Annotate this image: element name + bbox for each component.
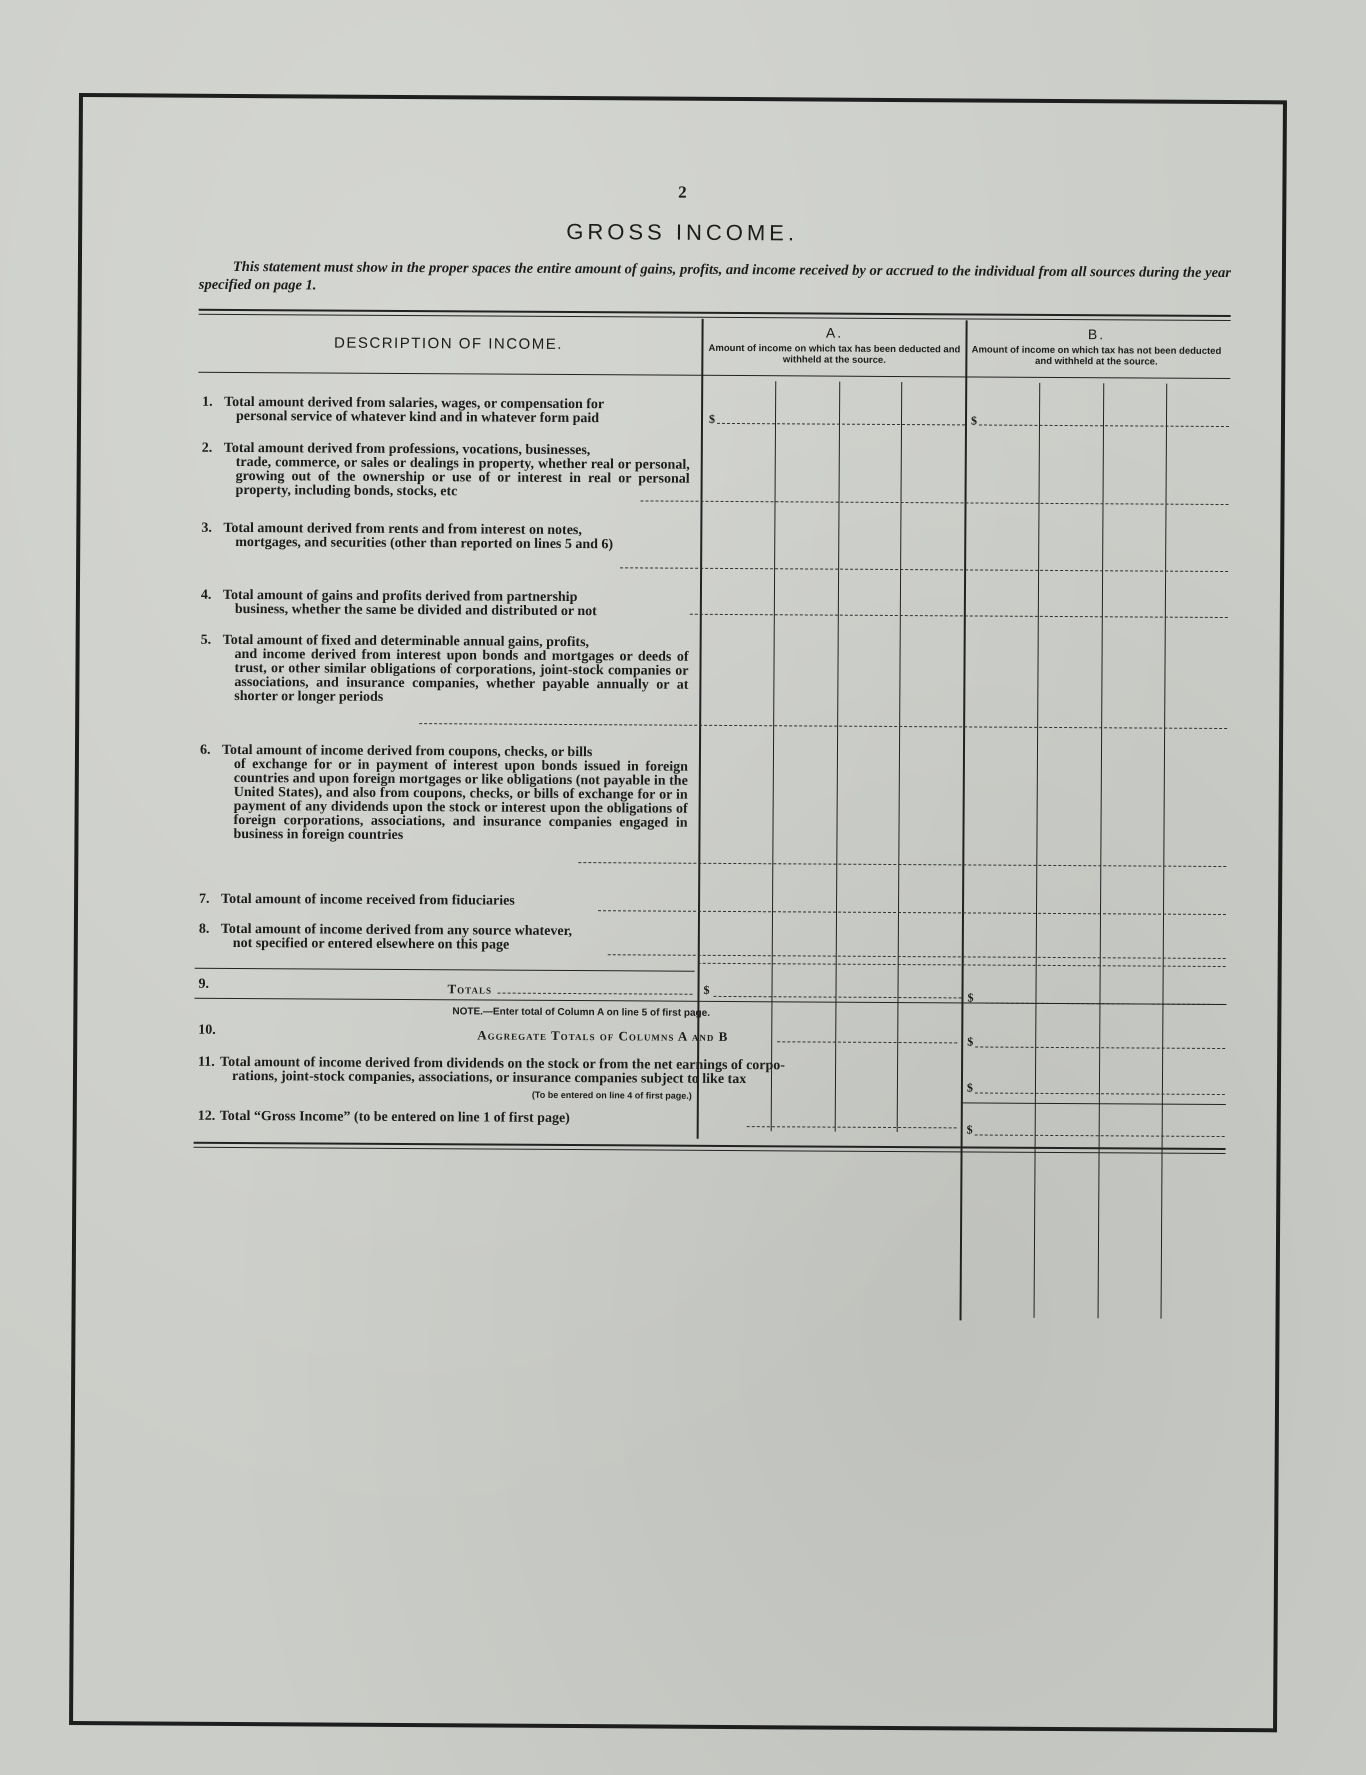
- column-b-header: [967, 325, 1225, 368]
- line-1-col-a-dollar: $: [708, 411, 716, 426]
- column-a-note: NOTE.—Enter total of Column A on line 5 of first page.: [452, 1006, 711, 1019]
- col-a-sep-3: [897, 382, 903, 1132]
- line-6-field[interactable]: [578, 862, 1226, 867]
- dividends-bottom-rule: [961, 1102, 1226, 1105]
- column-a-description: Amount of income on which tax has been deducted and withheld at the source.: [708, 342, 961, 366]
- line-1-col-a-field[interactable]: [717, 423, 965, 426]
- col-ab-separator: [960, 320, 968, 1320]
- line-5-field[interactable]: [419, 723, 1227, 729]
- gross-income-line: 12. Total “Gross Income” (to be entered on line 1 of first page): [197, 1108, 570, 1127]
- line-4-field[interactable]: [690, 614, 1228, 618]
- aggregate-leader: [777, 1041, 957, 1043]
- line-7-field[interactable]: [598, 910, 1226, 915]
- line-1-col-b-field[interactable]: [979, 425, 1229, 428]
- col-b-sep-3: [1161, 384, 1168, 1319]
- income-line-7: 7. Total amount of income received from fiduciaries: [199, 891, 515, 909]
- intro-text: This statement must show in the proper spaces the entire amount of gains, profits, and income received by or accrued to the individual from all sources during the year specified on page 1.: [198, 258, 1231, 294]
- col-a-sep-2: [835, 382, 841, 1132]
- aggregate-dollar: $: [967, 1034, 974, 1049]
- line-2-field[interactable]: [641, 500, 1229, 505]
- column-a-letter: A.: [825, 324, 844, 341]
- income-line-4: 4. Total amount of gains and profits derived from partnership business, whether the same be divided and distributed or not: [200, 587, 597, 620]
- dividends-note: (To be entered on line 4 of first page.): [531, 1089, 692, 1101]
- table-top-rule: [199, 309, 1231, 317]
- gross-dollar: $: [966, 1122, 973, 1137]
- totals-top-rule: [195, 968, 695, 972]
- aggregate-label: Aggregate Totals of Columns A and B: [477, 1027, 729, 1044]
- totals-leader: [498, 993, 693, 995]
- table-bottom-rule: [194, 1142, 1226, 1150]
- totals-col-b-dollar: $: [967, 990, 974, 1005]
- income-line-3: 3. Total amount derived from rents and from interest on notes, mortgages, and securities (other than reported on lines 5 and 6): [201, 520, 614, 553]
- income-line-5: 5. Total amount of fixed and determinable annual gains, profits, and income derived from interest upon bonds and mortgages or deeds of trust, or other similar obligations of corporations, joint-stock companies or associations, and insurance companies, whether payable annually or at shorter or longer periods: [200, 632, 689, 705]
- totals-label: Totals: [447, 981, 493, 997]
- totals-bottom-rule: [194, 998, 1226, 1005]
- totals-col-a-field[interactable]: [713, 996, 961, 999]
- line-1-col-b-dollar: $: [970, 413, 978, 428]
- gross-leader: [747, 1126, 957, 1128]
- income-line-2: 2. Total amount derived from professions, vocations, businesses, trade, commerce, or sales or dealings in property, whether real or personal, growing out of the ownership or use of or interest in real or personal property, including bonds, stocks, etc: [201, 440, 690, 500]
- income-line-1: 1. Total amount derived from salaries, wages, or compensation for personal service of whatever kind and in whatever form paid: [202, 394, 605, 427]
- income-line-8: 8. Total amount of income derived from any source whatever, not specified or entered elsewhere on this page: [198, 921, 573, 953]
- dividends-line: 11. Total amount of income derived from dividends on the stock or from the net earnings of corpo- rations, joint-stock companies, associations, or insurance companies subject to like tax: [198, 1054, 786, 1088]
- line-8-field[interactable]: [608, 954, 1226, 959]
- description-header: DESCRIPTION OF INCOME.: [334, 334, 563, 353]
- aggregate-number: 10.: [198, 1022, 216, 1038]
- header-bottom-rule: [198, 372, 1230, 379]
- totals-col-a-dollar: $: [703, 982, 710, 997]
- page-frame: [69, 93, 1287, 1732]
- col-b-sep-1: [1034, 383, 1041, 1318]
- column-b-description: Amount of income on which tax has not been deducted and withheld at the source.: [971, 344, 1222, 368]
- totals-number: 9.: [198, 976, 210, 992]
- col-a-sep-1: [771, 381, 777, 1131]
- line-3-field[interactable]: [620, 567, 1228, 572]
- dividends-dollar: $: [966, 1080, 973, 1095]
- column-a-header: [705, 324, 963, 367]
- form-content: [73, 97, 1283, 1728]
- page-title: GROSS INCOME.: [566, 218, 799, 246]
- col-b-sep-2: [1098, 383, 1105, 1318]
- income-line-6: 6. Total amount of income derived from coupons, checks, or bills of exchange for or in payment of interest upon bonds issued in foreign countries and upon foreign mortgages or like obligations (not payable in the United States), and also from coupons, checks, or bills of exchange for or in payment of any dividends upon the stock or interest upon the obligations of foreign corporations, associations, and insurance companies engaged in business in foreign countries: [199, 742, 688, 843]
- column-b-letter: B.: [1087, 326, 1106, 343]
- page-number: 2: [678, 182, 687, 202]
